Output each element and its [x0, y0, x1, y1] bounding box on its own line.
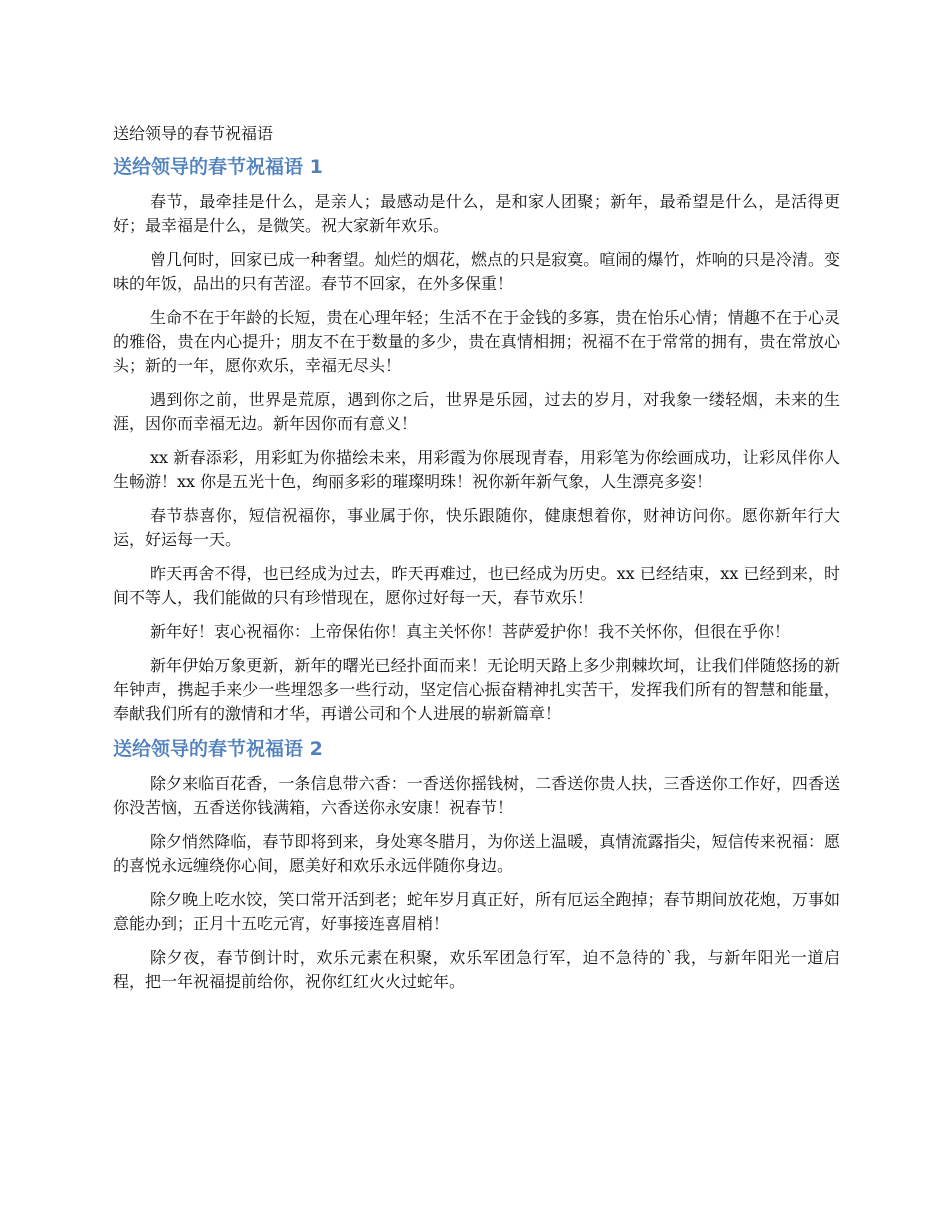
paragraph: 遇到你之前，世界是荒原，遇到你之后，世界是乐园，过去的岁月，对我象一缕轻烟，未来的生涯，因你而幸福无边。新年因你而有意义！	[113, 390, 840, 433]
paragraph: 除夕来临百花香，一条信息带六香：一香送你摇钱树，二香送你贵人扶，三香送你工作好，四香送你没苦恼，五香送你钱满箱，六香送你永安康！祝春节！	[113, 774, 840, 817]
document-title: 送给领导的春节祝福语	[113, 124, 274, 143]
section-heading: 送给领导的春节祝福语 1	[113, 156, 323, 178]
paragraph: 新年好！衷心祝福你：上帝保佑你！真主关怀你！菩萨爱护你！我不关怀你，但很在乎你！	[150, 622, 791, 641]
paragraph: 春节恭喜你，短信祝福你，事业属于你，快乐跟随你，健康想着你，财神访问你。愿你新年行大运，好运每一天。	[113, 506, 840, 549]
section-1	[113, 154, 840, 726]
paragraph: 新年伊始万象更新，新年的曙光已经扑面而来！无论明天路上多少荆棘坎坷，让我们伴随悠扬的新年钟声，携起手来少一些埋怨多一些行动，坚定信心振奋精神扎实苦干，发挥我们所有的智慧和能量，奉献我们所有的激情和才华，再谱公司和个人进展的崭新篇章！	[113, 656, 840, 723]
paragraph: 春节，最牵挂是什么，是亲人；最感动是什么，是和家人团聚；新年，最希望是什么，是活得更好；最幸福是什么，是微笑。祝大家新年欢乐。	[113, 192, 840, 235]
paragraph: 除夕夜，春节倒计时，欢乐元素在积聚，欢乐军团急行军，迫不急待的`我，与新年阳光一道启程，把一年祝福提前给你，祝你红红火火过蛇年。	[113, 948, 840, 991]
paragraph: 除夕晚上吃水饺，笑口常开活到老；蛇年岁月真正好，所有厄运全跑掉；春节期间放花炮，万事如意能办到；正月十五吃元宵，好事接连喜眉梢！	[113, 890, 840, 933]
paragraph: 除夕悄然降临，春节即将到来，身处寒冬腊月，为你送上温暖，真情流露指尖，短信传来祝福：愿的喜悦永远缠绕你心间，愿美好和欢乐永远伴随你身边。	[113, 832, 840, 875]
document-page	[113, 122, 840, 1004]
paragraph: 曾几何时，回家已成一种奢望。灿烂的烟花，燃点的只是寂寞。喧闹的爆竹，炸响的只是冷清。变味的年饭，品出的只有苦涩。春节不回家，在外多保重！	[113, 250, 840, 293]
paragraph: 生命不在于年龄的长短，贵在心理年轻；生活不在于金钱的多寡，贵在怡乐心情；情趣不在于心灵的雅俗，贵在内心提升；朋友不在于数量的多少，贵在真情相拥；祝福不在于常常的拥有，贵在常放心头；新的一年，愿你欢乐，幸福无尽头！	[113, 308, 840, 375]
paragraph: xx 新春添彩，用彩虹为你描绘未来，用彩霞为你展现青春，用彩笔为你绘画成功，让彩凤伴你人生畅游！xx 你是五光十色，绚丽多彩的璀璨明珠！祝你新年新气象，人生漂亮多姿！	[113, 448, 840, 491]
section-2	[113, 736, 840, 994]
paragraph: 昨天再舍不得，也已经成为过去，昨天再难过，也已经成为历史。xx 已经结束，xx 已经到来，时间不等人，我们能做的只有珍惜现在，愿你过好每一天，春节欢乐！	[113, 564, 840, 607]
section-heading: 送给领导的春节祝福语 2	[113, 738, 323, 760]
